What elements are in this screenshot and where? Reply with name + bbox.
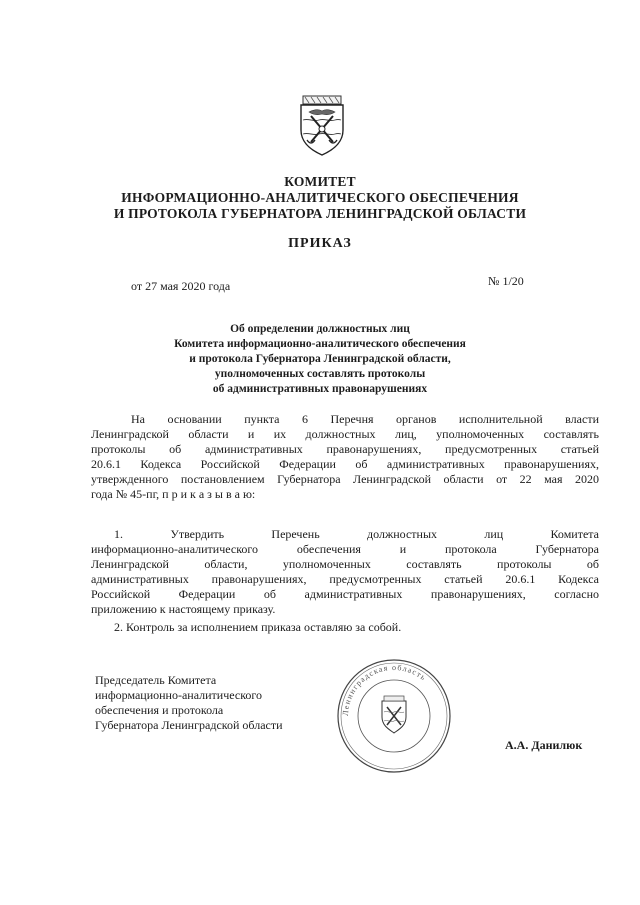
body-line: Ленинградской области, уполномоченных составлять протоколы об bbox=[91, 557, 599, 571]
subject-line: Комитета информационно-аналитического обеспечения bbox=[174, 338, 466, 350]
seal-text: Ленинградская область bbox=[340, 662, 429, 717]
body-line: 1. Утвердить Перечень должностных лиц Комитета bbox=[114, 527, 599, 541]
body-line: 2. Контроль за исполнением приказа оставляю за собой. bbox=[114, 620, 402, 634]
body-line: информационно-аналитического обеспечения и протокола Губернатора bbox=[91, 542, 599, 556]
subject-line: и протокола Губернатора Ленинградской области, bbox=[189, 353, 451, 365]
official-seal-icon bbox=[335, 657, 453, 775]
org-name-line: ИНФОРМАЦИОННО-АНАЛИТИЧЕСКОГО ОБЕСПЕЧЕНИЯ bbox=[121, 190, 519, 205]
body-line: утвержденного постановлением Губернатора Ленинградской области от 22 мая 2020 bbox=[91, 472, 599, 486]
signatory-position: обеспечения и протокола bbox=[95, 703, 224, 717]
body-line: 20.6.1 Кодекса Российской Федерации об административных правонарушениях, bbox=[91, 457, 599, 471]
seal-emblem-icon bbox=[382, 696, 406, 733]
subject-line: об административных правонарушениях bbox=[212, 383, 428, 395]
signatory-position: информационно-аналитического bbox=[95, 688, 263, 702]
subject-line: Об определении должностных лиц bbox=[230, 323, 410, 335]
subject-line: уполномоченных составлять протоколы bbox=[214, 368, 426, 380]
body-line: протоколы об административных правонарушениях, предусмотренных статьей bbox=[91, 442, 599, 456]
signatory-name: А.А. Данилюк bbox=[505, 738, 583, 752]
document-type: ПРИКАЗ bbox=[288, 236, 352, 251]
body-line: Российской Федерации об административных правонарушениях, согласно bbox=[91, 587, 599, 601]
signatory-position: Председатель Комитета bbox=[95, 673, 217, 687]
document-date: от 27 мая 2020 года bbox=[131, 279, 231, 293]
signatory-position: Губернатора Ленинградской области bbox=[95, 718, 283, 732]
document-number: № 1/20 bbox=[488, 274, 524, 288]
body-line: года № 45-пг, п р и к а з ы в а ю: bbox=[91, 487, 256, 501]
body-line: приложению к настоящему приказу. bbox=[91, 602, 276, 616]
body-line: Ленинградской области и их должностных лиц, уполномоченных составлять bbox=[91, 427, 599, 441]
coat-of-arms-icon bbox=[297, 94, 347, 156]
org-name-line: И ПРОТОКОЛА ГУБЕРНАТОРА ЛЕНИНГРАДСКОЙ ОБЛАСТИ bbox=[113, 206, 527, 221]
body-line: административных правонарушениях, предусмотренных статьей 20.6.1 Кодекса bbox=[91, 572, 599, 586]
body-line: На основании пункта 6 Перечня органов исполнительной власти bbox=[131, 412, 599, 426]
org-name-line: КОМИТЕТ bbox=[284, 174, 356, 189]
